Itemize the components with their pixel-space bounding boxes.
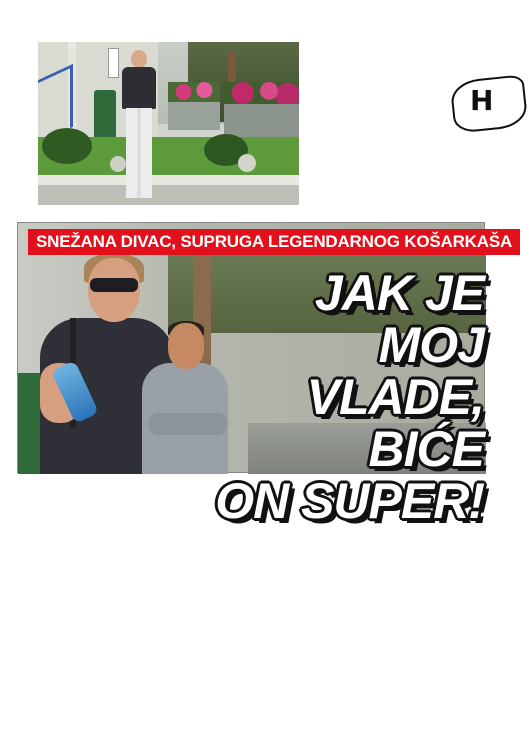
article-headline[interactable] [200, 267, 484, 527]
headline-line-3: ON SUPER! [215, 473, 484, 529]
article-photo[interactable] [17, 222, 513, 529]
headline-line-2: VLADE, BIĆE [306, 369, 484, 477]
top-photo [38, 42, 299, 205]
headline-line-1: JAK JE MOJ [314, 265, 484, 373]
trash-bin [94, 90, 116, 140]
comic-burst-text: H [470, 84, 494, 117]
article-kicker[interactable]: SNEŽANA DIVAC, SUPRUGA LEGENDARNOG KOŠARKAŠA [28, 229, 520, 255]
sunglasses [90, 278, 138, 292]
walking-woman [116, 50, 162, 202]
